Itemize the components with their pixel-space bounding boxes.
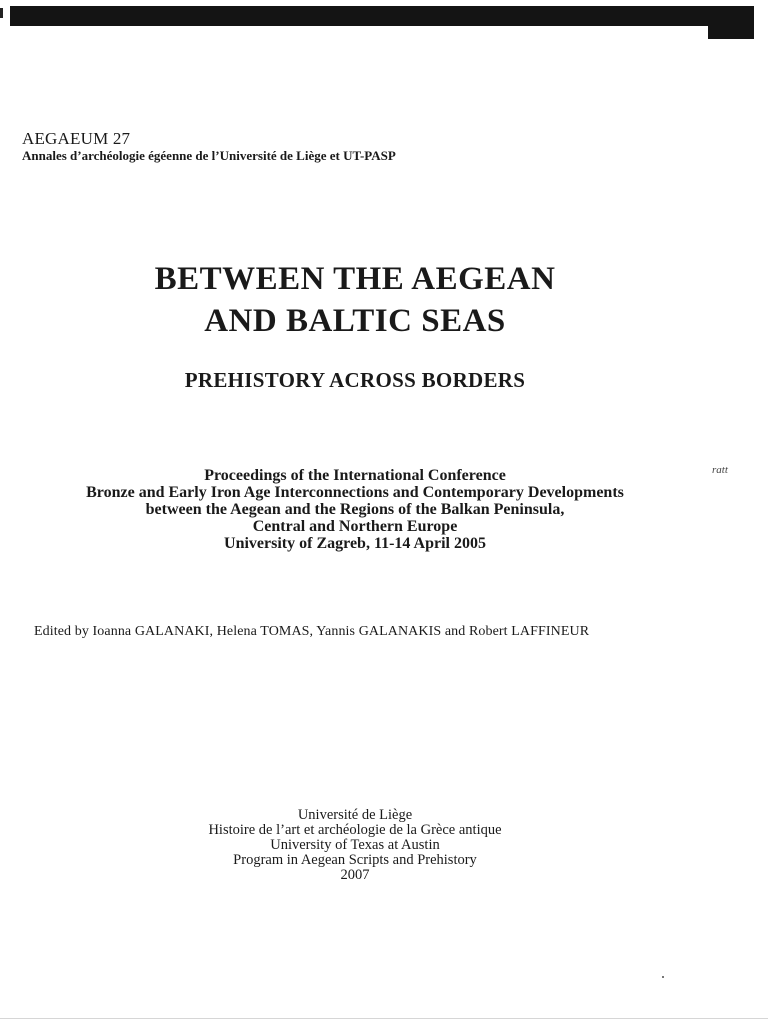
scan-bottom-edge [0, 1018, 768, 1019]
scan-edge-mark [0, 8, 3, 18]
series-block [22, 130, 396, 163]
scan-speck [662, 976, 664, 978]
book-title [0, 258, 710, 342]
proceedings-line: between the Aegean and the Regions of the Balkan Peninsula, [145, 501, 565, 518]
book-title-line-2: AND BALTIC SEAS [204, 303, 506, 339]
proceedings-line: Central and Northern Europe [252, 518, 458, 535]
proceedings-block [0, 467, 710, 552]
book-subtitle: PREHISTORY ACROSS BORDERS [184, 368, 526, 392]
book-title-line-1: BETWEEN THE AEGEAN [154, 261, 556, 297]
publisher-line: University of Texas at Austin [270, 837, 440, 853]
margin-note: ratt [712, 464, 728, 476]
series-subtitle: Annales d’archéologie égéenne de l’Université de Liège et UT-PASP [22, 148, 396, 163]
publication-year: 2007 [340, 867, 370, 883]
series-title: AEGAEUM 27 [22, 129, 131, 148]
proceedings-line: Proceedings of the International Conference [204, 467, 506, 484]
publisher-line: Program in Aegean Scripts and Prehistory [233, 852, 477, 868]
publisher-line: Université de Liège [297, 807, 413, 823]
publisher-block [0, 808, 710, 883]
proceedings-line: University of Zagreb, 11-14 April 2005 [224, 535, 486, 552]
publisher-line: Histoire de l’art et archéologie de la Grèce antique [208, 822, 502, 838]
editors-line: Edited by Ioanna GALANAKI, Helena TOMAS, Yannis GALANAKIS and Robert LAFFINEUR [34, 624, 590, 639]
proceedings-line: Bronze and Early Iron Age Interconnections and Contemporary Developments [86, 484, 624, 501]
scan-top-bar [10, 6, 754, 26]
scan-top-bar-tab [708, 6, 754, 39]
